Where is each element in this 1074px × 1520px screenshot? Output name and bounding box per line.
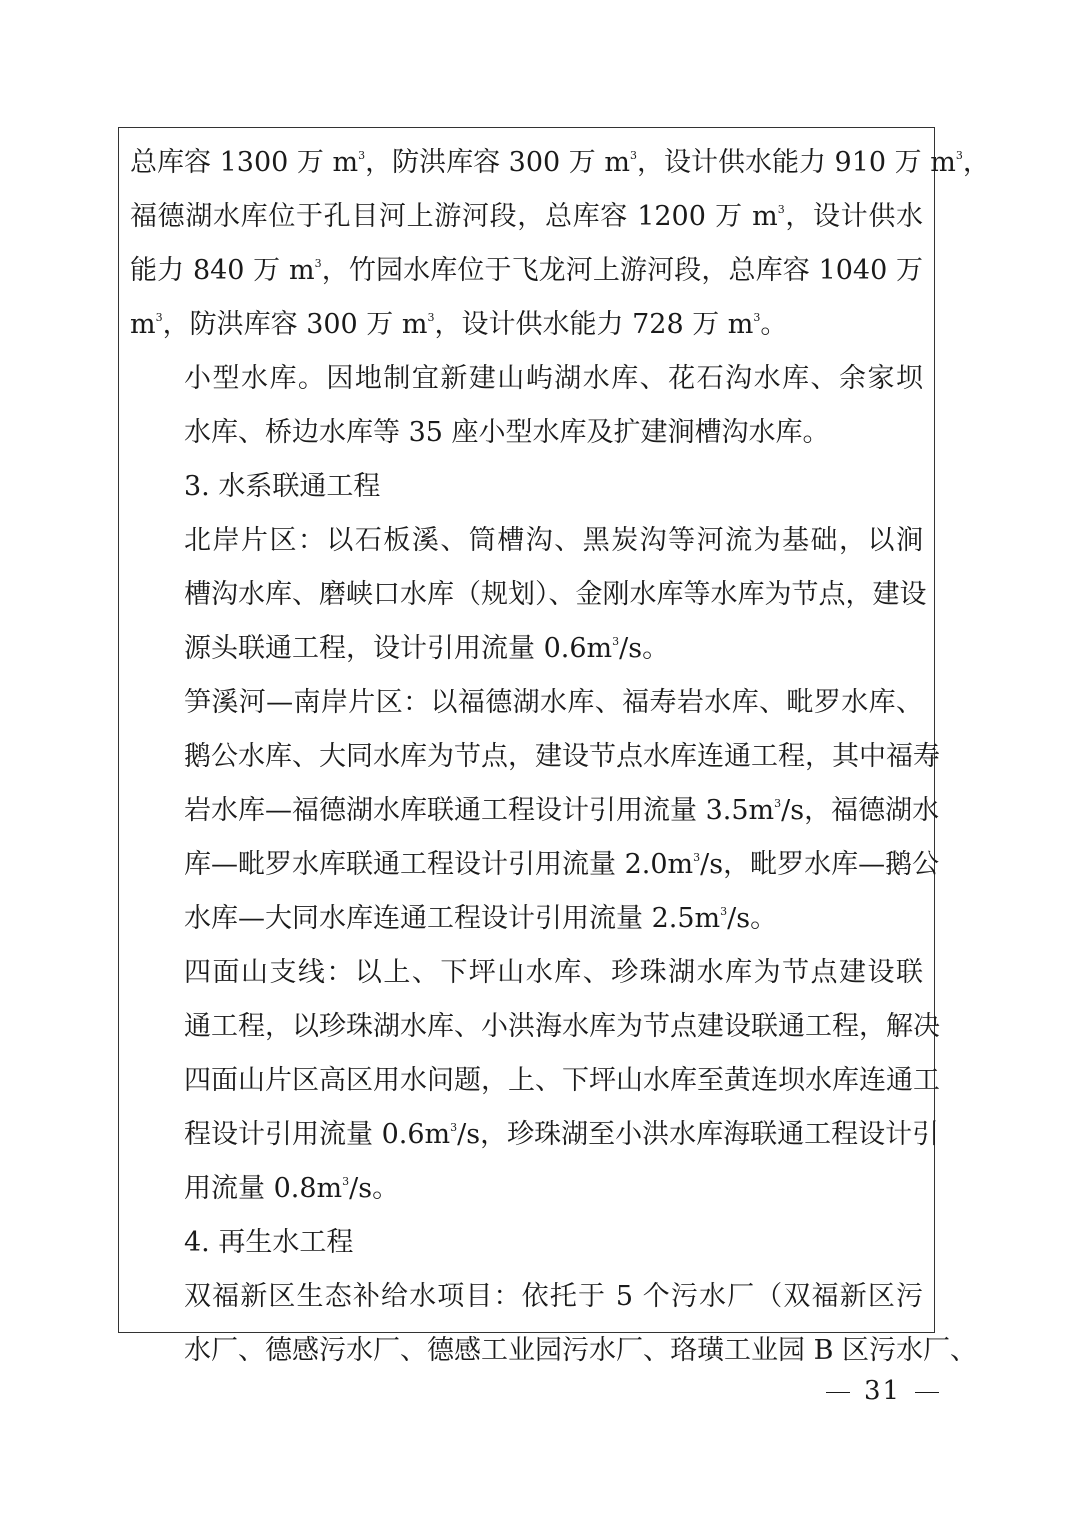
- text-line: [130, 298, 923, 352]
- paragraph-p3: [130, 514, 927, 676]
- superscript: 3: [155, 311, 163, 324]
- text-run: 槽沟水库、磨峡口水库（规划）、金刚水库等水库为节点，建设: [184, 579, 927, 610]
- text-line: [130, 676, 923, 730]
- superscript: 3: [342, 1175, 350, 1188]
- text-line: [130, 946, 923, 1000]
- text-run: ，设计供水能力 910 万 m: [636, 147, 956, 178]
- text-line: [130, 784, 940, 838]
- text-run: ，设计供水: [784, 201, 924, 232]
- text-line: [130, 1108, 940, 1162]
- superscript: 3: [358, 149, 366, 162]
- superscript: 3: [450, 1121, 458, 1134]
- paragraph-p5: [130, 946, 940, 1216]
- superscript: 3: [612, 635, 620, 648]
- text-run: 北岸片区：以石板溪、筒槽沟、黑炭沟等河流为基础，以涧: [184, 525, 923, 556]
- text-run: 双福新区生态补给水项目：依托于 5 个污水厂（双福新区污: [184, 1281, 923, 1312]
- text-run: /s。: [619, 633, 670, 664]
- text-run: ，竹园水库位于飞龙河上游河段，总库容 1040 万: [321, 255, 923, 286]
- text-run: ，防洪库容 300 万 m: [365, 147, 630, 178]
- text-run: 通工程，以珍珠湖水库、小洪海水库为节点建设联通工程，解决: [184, 1011, 940, 1042]
- superscript: 3: [753, 311, 761, 324]
- text-line: [130, 1270, 923, 1324]
- text-run: m: [130, 309, 156, 340]
- superscript: 3: [777, 203, 785, 216]
- text-run: 总库容 1300 万 m: [130, 147, 359, 178]
- superscript: 3: [720, 905, 728, 918]
- text-run: 小型水库。因地制宜新建山屿湖水库、花石沟水库、余家坝: [184, 363, 923, 394]
- text-line: [130, 568, 927, 622]
- page-number: 31: [864, 1376, 902, 1406]
- text-run: ，防洪库容 300 万 m: [162, 309, 428, 340]
- superscript: 3: [955, 149, 963, 162]
- text-line: [130, 838, 940, 892]
- text-run: /s。: [727, 903, 778, 934]
- text-line: [130, 1000, 940, 1054]
- text-line: [130, 514, 923, 568]
- superscript: 3: [314, 257, 322, 270]
- document-body: [130, 136, 990, 1378]
- text-run: ，设计供水能力 728 万 m: [434, 309, 754, 340]
- superscript: 3: [693, 851, 701, 864]
- text-line: [130, 1162, 923, 1216]
- text-run: ，: [962, 147, 990, 178]
- text-run: 鹅公水库、大同水库为节点，建设节点水库连通工程，其中福寿: [184, 741, 940, 772]
- text-line: [130, 244, 923, 298]
- text-line: [130, 1324, 978, 1378]
- text-run: 水库、桥边水库等 35 座小型水库及扩建涧槽沟水库。: [184, 417, 830, 448]
- text-line: [130, 892, 923, 946]
- paragraph-p6: [130, 1270, 978, 1378]
- superscript: 3: [774, 797, 782, 810]
- footer-dash-left: [826, 1392, 850, 1393]
- paragraph-h4: [130, 1216, 923, 1270]
- text-line: [130, 460, 923, 514]
- text-run: 四面山支线：以上、下坪山水库、珍珠湖水库为节点建设联: [184, 957, 923, 988]
- text-run: 岩水库—福德湖水库联通工程设计引用流量 3.5m: [184, 795, 775, 826]
- text-run: /s，毗罗水库—鹅公: [700, 849, 940, 880]
- text-line: [130, 730, 940, 784]
- text-run: 程设计引用流量 0.6m: [184, 1119, 451, 1150]
- text-line: [130, 406, 923, 460]
- text-line: [130, 190, 923, 244]
- superscript: 3: [427, 311, 435, 324]
- text-run: 用流量 0.8m: [184, 1173, 343, 1204]
- text-run: 4. 再生水工程: [184, 1227, 354, 1258]
- text-run: 水库—大同水库连通工程设计引用流量 2.5m: [184, 903, 721, 934]
- text-run: 笋溪河—南岸片区：以福德湖水库、福寿岩水库、毗罗水库、: [184, 687, 923, 718]
- text-run: /s。: [349, 1173, 400, 1204]
- text-run: /s，福德湖水: [781, 795, 940, 826]
- text-run: 福德湖水库位于孔目河上游河段，总库容 1200 万 m: [130, 201, 778, 232]
- text-line: [130, 622, 923, 676]
- text-run: 能力 840 万 m: [130, 255, 315, 286]
- text-run: 源头联通工程，设计引用流量 0.6m: [184, 633, 613, 664]
- text-run: /s，珍珠湖至小洪水库海联通工程设计引: [457, 1119, 940, 1150]
- paragraph-h3: [130, 460, 923, 514]
- footer-dash-right: [915, 1392, 939, 1393]
- text-run: 。: [760, 309, 788, 340]
- text-line: [130, 136, 990, 190]
- text-run: 水厂、德感污水厂、德感工业园污水厂、珞璜工业园 B 区污水厂、: [184, 1335, 978, 1366]
- text-run: 四面山片区高区用水问题，上、下坪山水库至黄连坝水库连通工: [184, 1065, 940, 1096]
- paragraph-p4: [130, 676, 940, 946]
- paragraph-p1: [130, 136, 990, 352]
- text-line: [130, 1216, 923, 1270]
- text-line: [130, 1054, 940, 1108]
- page-footer: [812, 1376, 953, 1406]
- text-run: 3. 水系联通工程: [184, 471, 381, 502]
- text-line: [130, 352, 923, 406]
- paragraph-p2: [130, 352, 923, 460]
- text-run: 库—毗罗水库联通工程设计引用流量 2.0m: [184, 849, 694, 880]
- superscript: 3: [629, 149, 637, 162]
